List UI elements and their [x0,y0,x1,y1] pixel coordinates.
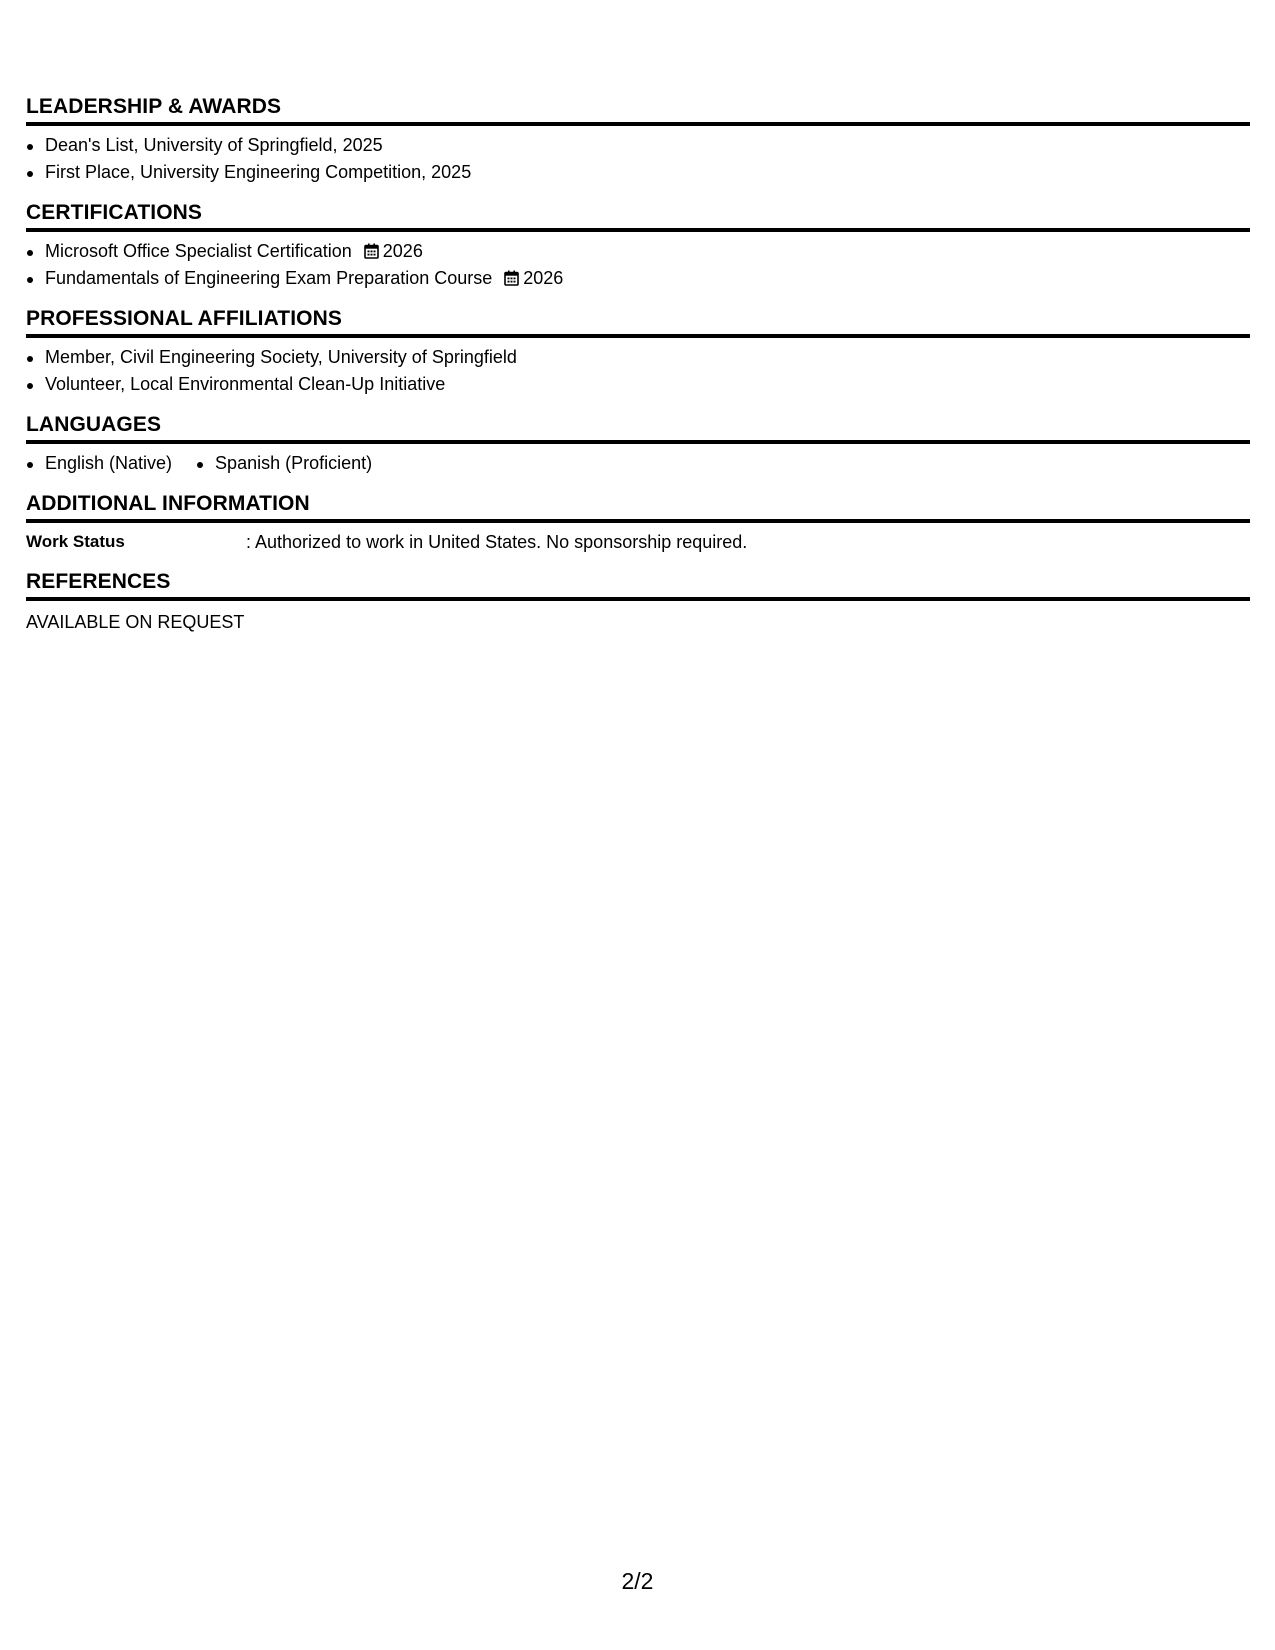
certification-year: 2026 [523,268,564,288]
resume-page [26,94,1250,635]
section-additional-information [26,491,1250,555]
references-text: AVAILABLE ON REQUEST [26,612,245,632]
section-title-certifications: CERTIFICATIONS [26,200,1250,232]
section-title-additional: ADDITIONAL INFORMATION [26,491,1250,523]
section-title-affiliations: PROFESSIONAL AFFILIATIONS [26,306,1250,338]
list-item: Spanish (Proficient) [196,450,372,477]
leadership-list [26,132,1250,186]
certification-name: Fundamentals of Engineering Exam Preparation Course [45,268,493,288]
work-status-label: Work Status [26,532,125,551]
list-item: English (Native) [26,450,172,477]
certification-name: Microsoft Office Specialist Certification [45,241,352,261]
work-status-row [26,529,1250,555]
list-item [26,238,1250,265]
list-item: Dean's List, University of Springfield, 2025 [26,132,1250,159]
section-references [26,569,1250,635]
section-leadership-awards [26,94,1250,186]
section-professional-affiliations [26,306,1250,398]
section-title-leadership: LEADERSHIP & AWARDS [26,94,1250,126]
certifications-list [26,238,1250,292]
page-number: 2/2 [621,1568,654,1594]
list-item [26,265,1250,292]
section-title-references: REFERENCES [26,569,1250,601]
list-item: Volunteer, Local Environmental Clean-Up Initiative [26,371,1250,398]
calendar-icon [504,270,519,286]
work-status-value: : Authorized to work in United States. No sponsorship required. [246,532,748,552]
affiliations-list [26,344,1250,398]
list-item: First Place, University Engineering Competition, 2025 [26,159,1250,186]
section-certifications [26,200,1250,292]
list-item: Member, Civil Engineering Society, University of Springfield [26,344,1250,371]
section-title-languages: LANGUAGES [26,412,1250,444]
calendar-icon [364,243,379,259]
languages-list [26,450,1250,477]
certification-year: 2026 [382,241,423,261]
section-languages [26,412,1250,477]
